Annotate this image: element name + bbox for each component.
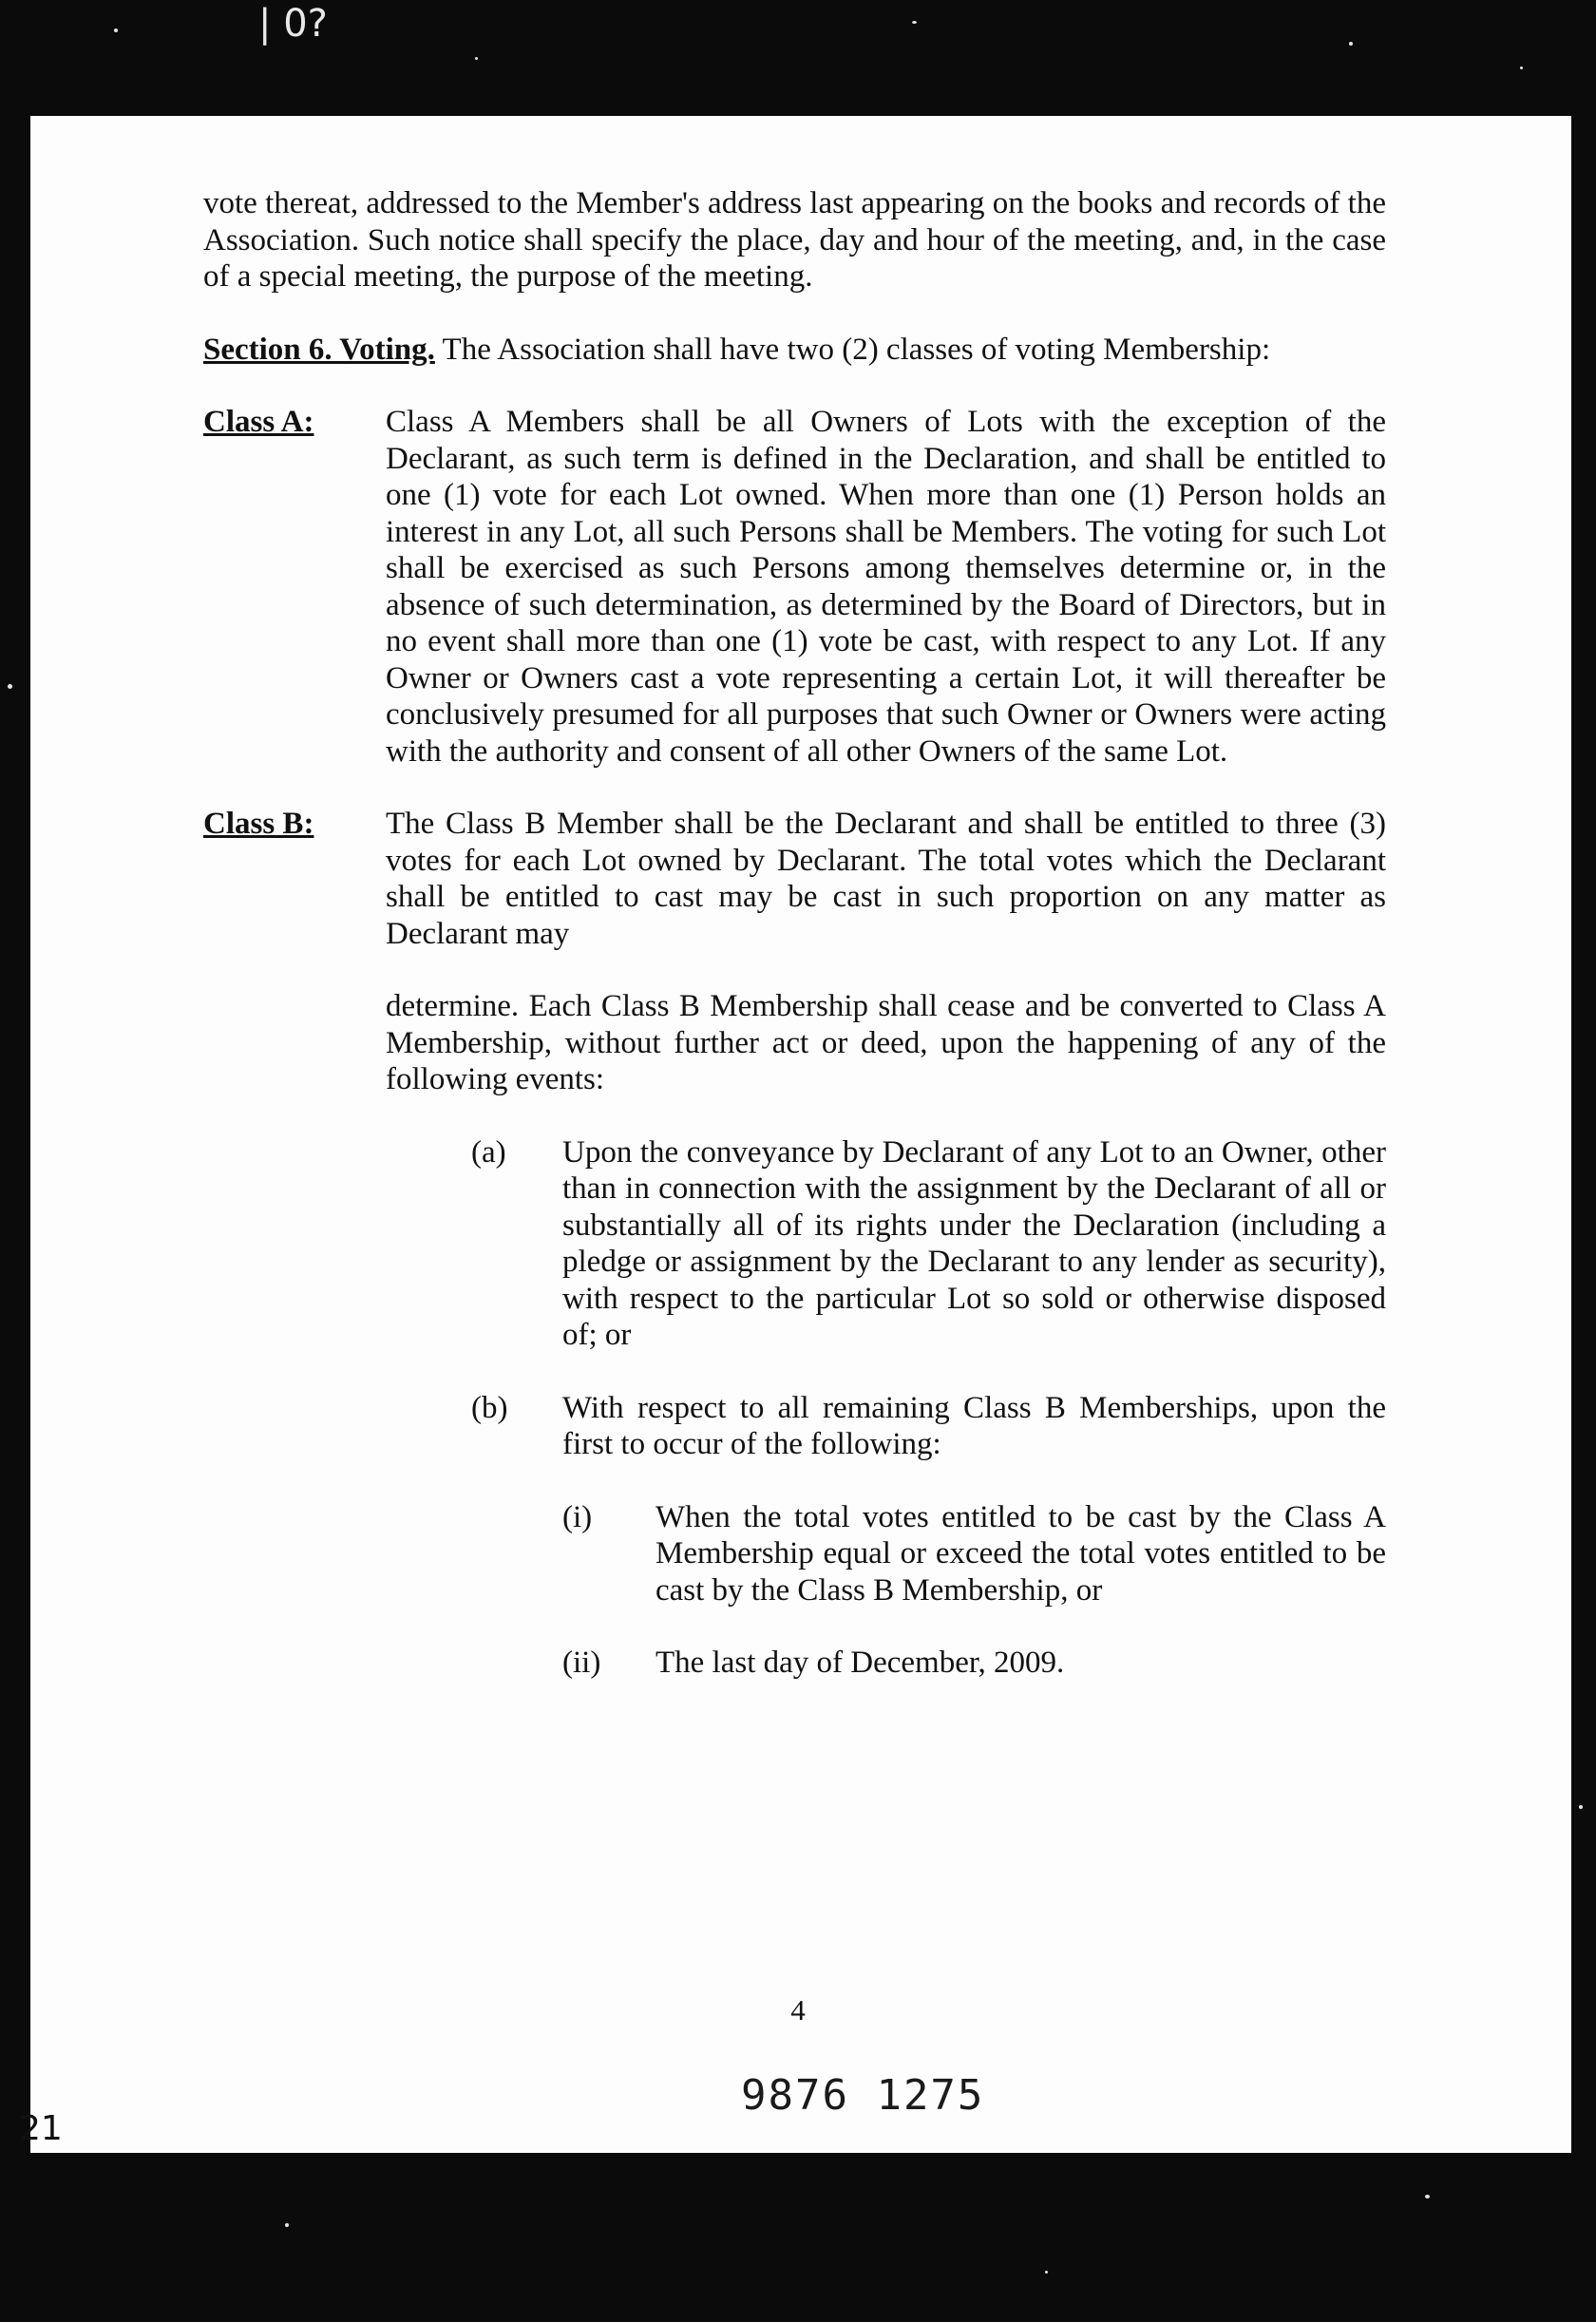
- scan-speck: [1520, 67, 1523, 69]
- sub-event-marker: (ii): [562, 1646, 601, 1680]
- class-b-text: The Class B Member shall be the Declarant and shall be entitled to three (3) votes for each Lot owned by Declarant. The total votes which the Declarant shall be entitled to cast may be cast in such proportion on any matter as Declarant may: [386, 807, 1386, 951]
- scan-speck: [1425, 2195, 1430, 2198]
- event-a: [471, 1134, 1386, 1354]
- scan-speck: [1045, 2271, 1048, 2274]
- section-heading: Section 6. Voting.: [203, 332, 435, 367]
- page-number: 4: [790, 1993, 806, 2027]
- section-6-paragraph: [203, 332, 1386, 369]
- class-a-block: [203, 404, 1386, 770]
- sub-event-i: [562, 1499, 1386, 1609]
- event-b: [471, 1390, 1386, 1463]
- class-a-label: Class A:: [203, 405, 314, 439]
- scan-speck: [114, 29, 118, 32]
- sub-event-ii: [562, 1645, 1386, 1682]
- event-text: Upon the conveyance by Declarant of any Lot to an Owner, other than in connection with the assignment by the Declarant of all or substantially all of its rights under the Declaration (including a pledge or assignment by the Declarant to any lender as security), with respect to the particular Lot so sold or otherwise disposed of; or: [562, 1134, 1386, 1352]
- class-b-continuation: determine. Each Class B Membership shall cease and be converted to Class A Membership, without further act or deed, upon the happening of any of the following events:: [386, 989, 1386, 1096]
- scan-speck: [285, 2223, 289, 2227]
- event-marker: (b): [471, 1390, 508, 1425]
- sub-event-text: The last day of December, 2009.: [656, 1646, 1065, 1680]
- event-marker: (a): [471, 1134, 506, 1170]
- section-text: The Association shall have two (2) classes of voting Membership:: [442, 332, 1271, 367]
- class-b-block: [203, 806, 1386, 952]
- scan-speck: [1349, 42, 1353, 46]
- class-b-label: Class B:: [203, 807, 314, 841]
- scan-artifact-mark: | 0?: [258, 2, 328, 46]
- scan-speck: [1579, 1805, 1583, 1809]
- scan-speck: [912, 21, 917, 24]
- recording-stamp: 9876 1275: [741, 2071, 985, 2120]
- intro-paragraph: vote thereat, addressed to the Member's address last appearing on the books and records of the Association. Such notice shall specify the place, day and hour of the meeting, and, in the case of a special meeting, the purpose of the meeting.: [203, 186, 1386, 294]
- sub-event-marker: (i): [562, 1499, 593, 1534]
- event-text: With respect to all remaining Class B Memberships, upon the first to occur of the following:: [562, 1390, 1386, 1461]
- class-a-text: Class A Members shall be all Owners of Lots with the exception of the Declarant, as such term is defined in the Declaration, and shall be entitled to one (1) vote for each Lot owned. When more than one (1) Person holds an interest in any Lot, all such Persons shall be Members. The voting for such Lot shall be exercised as such Persons among themselves determine or, in the absence of such determination, as determined by the Board of Directors, but in no event shall more than one (1) vote be cast, with respect to any Lot. If any Owner or Owners cast a vote representing a certain Lot, it will thereafter be conclusively presumed for all purposes that such Owner or Owners were acting with the authority and consent of all other Owners of the same Lot.: [386, 405, 1386, 769]
- margin-handwritten-mark: 21: [19, 2109, 63, 2148]
- scan-speck: [475, 57, 478, 60]
- scan-speck: [8, 684, 12, 689]
- sub-event-text: When the total votes entitled to be cast by the Class A Membership equal or exceed the total votes entitled to be cast by the Class B Membership, or: [656, 1499, 1386, 1608]
- document-body: [203, 185, 1386, 1718]
